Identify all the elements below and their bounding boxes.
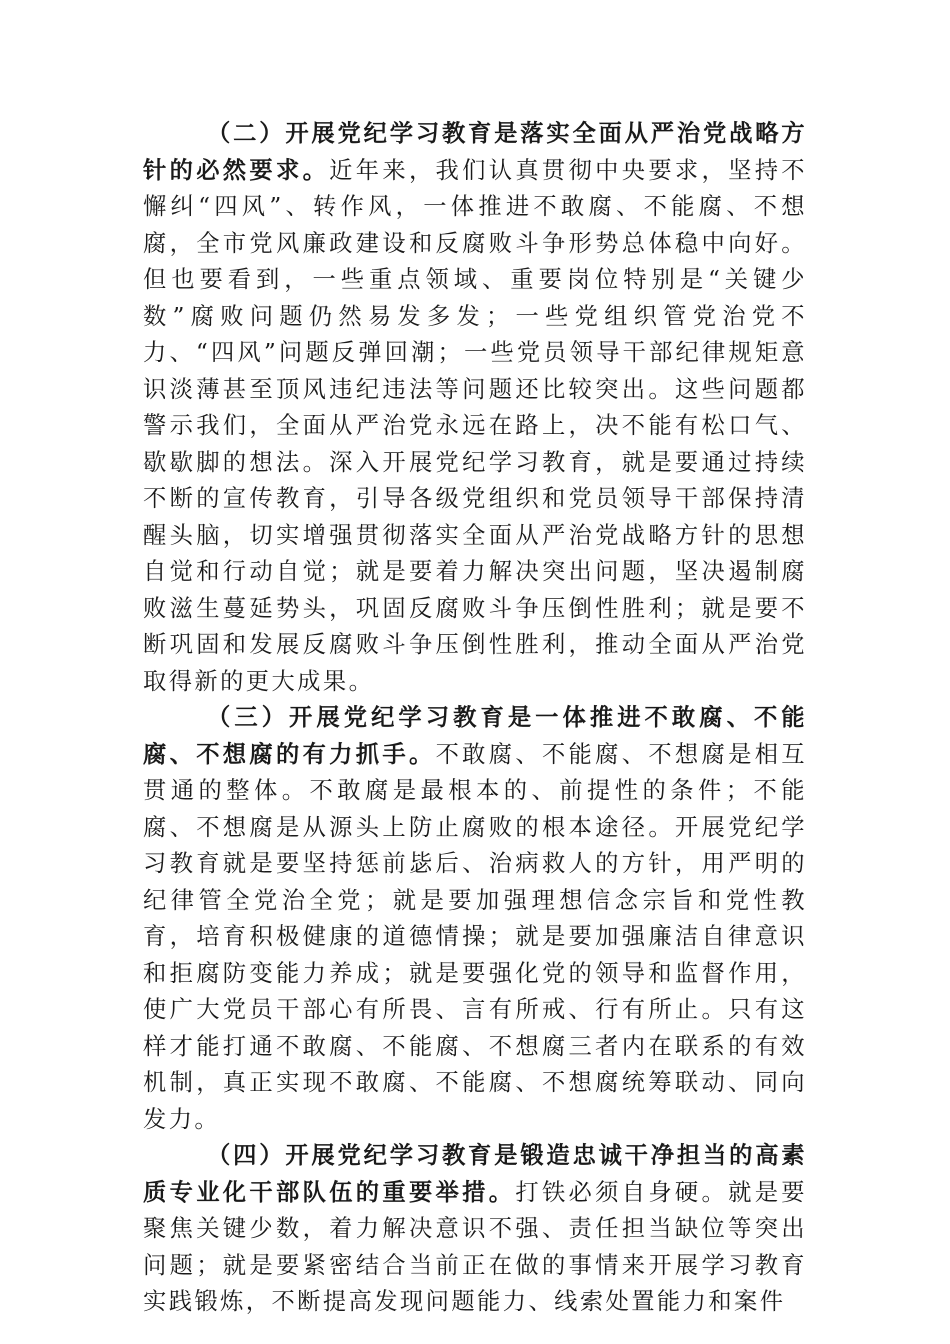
paragraph-body: 不敢腐、不能腐、不想腐是相互贯通的整体。不敢腐是最根本的、前提性的条件；不能腐、不想腐是从源头上防止腐败的根本途径。开展党纪学习教育就是要坚持惩前毖后、治病救人的方针，用严明的纪律管全党治全党；就是要加强理想信念宗旨和党性教育，培育积极健康的道德情操；就是要加强廉洁自律意识和拒腐防变能力养成；就是要强化党的领导和监督作用，使广大党员干部心有所畏、言有所戒、行有所止。只有这样才能打通不敢腐、不能腐、不想腐三者内在联系的有效机制，真正实现不敢腐、不能腐、不想腐统筹联动、同向发力。 [143,740,807,1133]
document-page [143,116,807,1321]
paragraph-body: 打铁必须自身硬。就是要聚焦关键少数，着力解决意识不强、责任担当缺位等突出问题；就是要紧密结合当前正在做的事情来开展学习教育实践锻炼，不断提高发现问题能力、线索处置能力和案件 [143,1178,807,1315]
paragraph-4 [143,1138,807,1321]
paragraph-body: 近年来，我们认真贯彻中央要求，坚持不懈纠“四风”、转作风，一体推进不敢腐、不能腐、不想腐，全市党风廉政建设和反腐败斗争形势总体稳中向好。但也要看到，一些重点领域、重要岗位特别是“关键少数”腐败问题仍然易发多发；一些党组织管党治党不力、“四风”问题反弹回潮；一些党员领导干部纪律规矩意识淡薄甚至顶风违纪违法等问题还比较突出。这些问题都警示我们，全面从严治党永远在路上，决不能有松口气、歇歇脚的想法。深入开展党纪学习教育，就是要通过持续不断的宣传教育，引导各级党组织和党员领导干部保持清醒头脑，切实增强贯彻落实全面从严治党战略方针的思想自觉和行动自觉；就是要着力解决突出问题，坚决遏制腐败滋生蔓延势头，巩固反腐败斗争压倒性胜利；就是要不断巩固和发展反腐败斗争压倒性胜利，推动全面从严治党取得新的更大成果。 [143,156,807,695]
paragraph-2 [143,116,807,700]
paragraph-3 [143,700,807,1138]
paragraph-heading: （二）开展党纪学习教育是落实全面从严治党战略方针的必然要求。 [143,120,807,184]
paragraph-heading: （四）开展党纪学习教育是锻造忠诚干净担当的高素质专业化干部队伍的重要举措。 [143,1142,807,1206]
paragraph-heading: （三）开展党纪学习教育是一体推进不敢腐、不能腐、不想腐的有力抓手。 [143,704,807,768]
